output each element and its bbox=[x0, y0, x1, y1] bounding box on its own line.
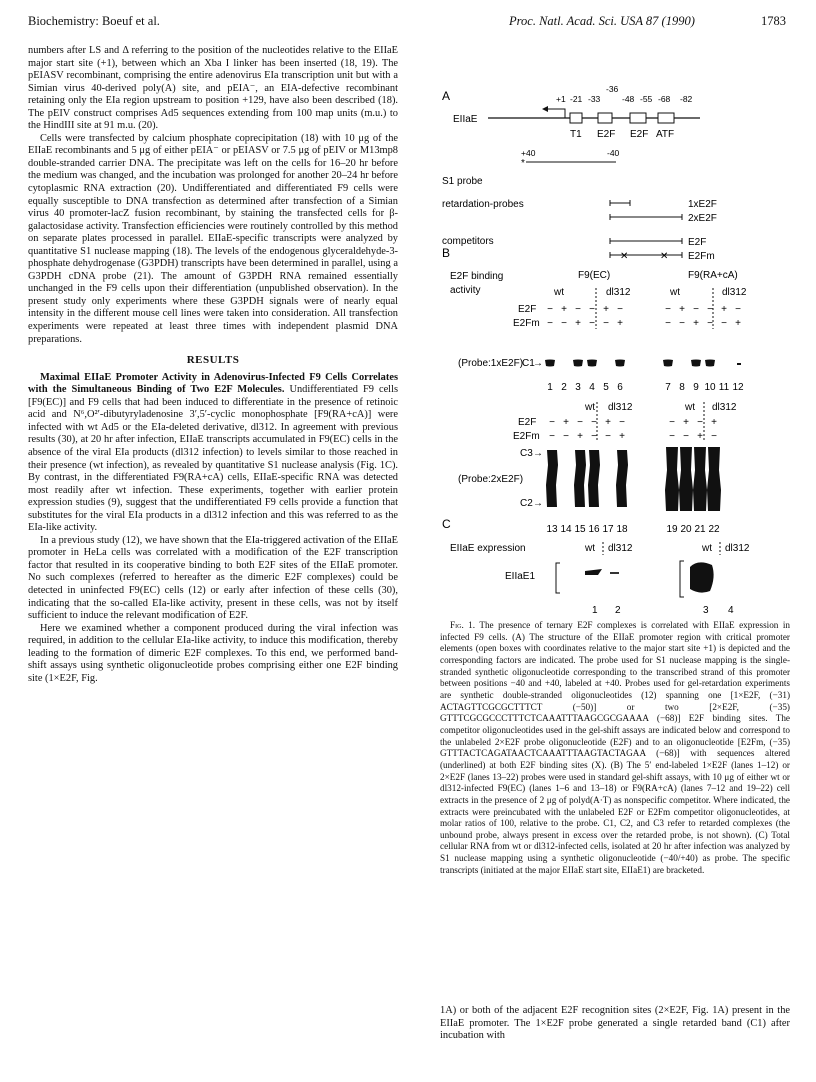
arrow-head-icon bbox=[542, 106, 548, 112]
bottom-lane-number: 16 bbox=[588, 524, 600, 535]
gel-band-c1 bbox=[587, 360, 597, 367]
panel-b-label: B bbox=[442, 246, 451, 260]
caption-text: The presence of ternary E2F complexes is correlated with EIIaE expression in infected F9 cells. (A) The structure of the EIIaE promoter region with critical promoter elements (open boxes with coordinates relative to the major start site +1) is depicted and the corresponding factors are indicated. The probe used for S1 nuclease mapping is the single-stranded synthetic oligonucleotide corresponding to the transcribed strand of this promoter between positions −40 and +40, labeled at +40. Probes used for gel-retardation experiments are synthetic double-stranded oligonucleotides (12) spanning one [1×E2F, (−31) ACTAGTTCGCGCTTTCT (−50)] or two [2×E2F, (−35) GTTTCGCGCCCTTTCTCAAATTTAAGCGCGAAAA (−68)] E2F binding sites. The competitor oligonucleotides used in the gel-shift assays are indicated below and correspond to the unlabeled 2×E2F probe oligonucleotide (E2F) and to an oligonucleotide [E2Fm, (−35) GTTTACTCAGATAACTCAAATTTAAGTACTAGAA (−68)] with sequences altered (underlined) at both E2F binding sites (X). (B) The 5′ end-labeled 1×E2F (lanes 1–12) or 2×E2F (lanes 13–22) probes were used in standard gel-shift assays, with 10 μg of either wt or dl312-infected F9(EC) (lanes 1–6 and 13–18) or F9(RA+cA) (lanes 7–12 and 19–22) cell extracts in the presence of 2 μg of polyd(A·T) as nonspecific competitor. Where indicated, the extracts were preincubated with the unlabeled E2F or E2Fm competitor oligonucleotides, at molar ratios of 100, relative to the probe. C1, C2, and C3 refer to retarded complexes (the unbound probe, always present in excess over the retarded probe, is not shown). (C) Total cellular RNA from wt or dl312-infected cells, isolated at 20 hr after infection was analyzed by S1 nuclease mapping using a synthetic oligonucleotide (−40/+40) as probe. The specific transcripts (initiated at the major EIIaE start site, EIIaE1) are bracketed. bbox=[440, 620, 790, 875]
top-e2fm-row-label: E2Fm bbox=[513, 318, 540, 329]
e2f-box-1 bbox=[598, 113, 612, 123]
top-e2f-sign: + bbox=[561, 304, 567, 315]
t1-box bbox=[570, 113, 582, 123]
c3-label: C3 bbox=[520, 448, 533, 459]
gel-band-c1 bbox=[615, 360, 625, 367]
bottom-lane-number: 17 bbox=[602, 524, 614, 535]
s1-right-coord: -40 bbox=[607, 148, 620, 158]
gel-band-c3-c2 bbox=[693, 447, 707, 511]
top-lane-number: 1 bbox=[547, 382, 553, 393]
figure-caption bbox=[440, 620, 790, 876]
bottom-e2fm-sign: − bbox=[563, 431, 569, 442]
coord-36: -36 bbox=[606, 84, 619, 94]
bottom-e2f-row-label: E2F bbox=[518, 417, 537, 428]
bottom-e2f-sign: − bbox=[669, 417, 675, 428]
c-wt-label-2: wt bbox=[702, 543, 712, 554]
caption-figure-label: Fig. 1. bbox=[450, 620, 476, 630]
results-paragraph-2: In a previous study (12), we have shown that the EIa-triggered activation of the EIIaE promoter in HeLa cells was correlated with a modification of the E2F transcription factor that resulted in its cooperative binding to both E2F sites of the EIIaE promoter. No such complexes (referred to hereafter as the dimeric E2F complexes) could be detected in uninfected F9(EC) cells (12) or early after infection of these cells (30), indicating that the so-called EIa-like activity, present in these cells, was not by itself sufficient to induce the relevant modification of E2F. bbox=[28, 534, 398, 622]
top-lane-number: 3 bbox=[575, 382, 581, 393]
left-column bbox=[28, 45, 398, 685]
top-dl312-label-2: dl312 bbox=[722, 287, 747, 298]
bottom-e2f-sign: + bbox=[605, 417, 611, 428]
bottom-e2fm-sign: − bbox=[711, 431, 717, 442]
figure-1 bbox=[420, 45, 790, 615]
e2f-box-2 bbox=[630, 113, 646, 123]
bottom-lane-number: 18 bbox=[616, 524, 628, 535]
top-e2fm-sign: − bbox=[603, 318, 609, 329]
top-lane-number: 2 bbox=[561, 382, 567, 393]
top-e2fm-sign: + bbox=[735, 318, 741, 329]
top-e2f-row-label: E2F bbox=[518, 304, 537, 315]
probe-1x-label: 1xE2F bbox=[688, 199, 717, 210]
c1-label: C1 bbox=[522, 358, 535, 369]
bottom-lane-numbers bbox=[546, 524, 720, 535]
top-sign-grid bbox=[547, 304, 741, 329]
top-dl312-label-1: dl312 bbox=[606, 287, 631, 298]
gel-band-c1 bbox=[691, 360, 701, 367]
condition-f9raca: F9(RA+cA) bbox=[688, 270, 738, 281]
top-lane-number: 6 bbox=[617, 382, 623, 393]
caption-paragraph bbox=[440, 620, 790, 876]
bottom-e2f-sign: − bbox=[591, 417, 597, 428]
bottom-e2f-sign: − bbox=[577, 417, 583, 428]
bottom-sign-grid bbox=[549, 417, 717, 442]
bottom-e2fm-sign: − bbox=[549, 431, 555, 442]
page-number: 1783 bbox=[761, 14, 786, 28]
bottom-e2f-sign: + bbox=[563, 417, 569, 428]
top-e2fm-sign: − bbox=[721, 318, 727, 329]
figure-1-graphic bbox=[420, 45, 790, 615]
right-column-paragraph: 1A) or both of the adjacent E2F recognition sites (2×E2F, Fig. 1A) present in the EIIaE promoter. The 1×E2F probe generated a single retarded band (C1) after incubation with bbox=[440, 1005, 790, 1042]
e2f-label-1: E2F bbox=[597, 129, 616, 140]
panel-c-label: C bbox=[442, 517, 451, 531]
top-wt-label-1: wt bbox=[554, 287, 564, 298]
top-e2fm-sign: − bbox=[547, 318, 553, 329]
methods-paragraph-2: Cells were transfected by calcium phosphate coprecipitation (18) with 10 μg of the EIIaE recombinants and 5 μg of either pEIA⁻ or pEIASV or 7.5 μg of pEIV or M13mp8 double-stranded carrier DNA. The precipitate was left on the cells for 16–20 hr before the medium was changed, and the incubation was prolonged for another 20–24 hr before cytoplasmic RNA extraction (20). Undifferentiated and differentiated F9 cells were equally susceptible to DNA transfection as determined after transfection of a Simian virus 40 promoter-lacZ fusion recombinant, by staining the transfected cells for β-galactosidase activity. Transfection efficiencies were routinely controlled by this method on separate plates processed in parallel. EIIaE-specific transcripts were analyzed by quantitative S1 nuclease mapping (18). The levels of the endogenous glyceraldehyde-3-phosphate dehydrogenase (G3PDH) transcripts have been determined in parallel, using a G3PDH cDNA probe (21). The amount of G3PDH RNA remained essentially unchanged in the F9 cells upon their differentiation (unpublished observation). In the present study only experiments where these G3PDH signals were of nearly equal intensity in the different mouse cell lines were taken into consideration. All transfection experiments were repeated at least three times with independent plasmid DNA preparations. bbox=[28, 132, 398, 345]
gel-band-c3-c2 bbox=[665, 447, 679, 511]
results-paragraph-1-text: Undifferentiated F9 cells [F9(EC)] and F9 cells that had been induced to differentiate in the presence of retinoic acid and N⁶,O²′-dibutyryladenosine 3′,5′-cyclic monophosphate [F9(RA+cA)] were infected with wt Ad5 or the EIa-deleted derivative, dl312. In agreement with previous results (30), at 20 hr after infection, EIIaE transcripts accumulated in F9(EC) cells in the absence of the viral EIa products (dl312 infection) to levels similar to those reached in their presence (wt infection), as revealed by quantitative S1 nuclease analysis (Fig. 1C). By contrast, in the differentiated F9(RA+cA) cells, EIIaE-specific RNA was detected most readily after wt infection. These experiments, together with earlier protein expression studies (9), suggest that the undifferentiated F9 cells provide a function that substitutes for the viral EIa products in a dl312 infection and this was referred to as the EIa-like activity. bbox=[28, 384, 398, 534]
binding-label-line1: E2F binding bbox=[450, 271, 504, 282]
atf-box bbox=[658, 113, 674, 123]
mutation-x-icon-2: ✕ bbox=[660, 251, 669, 262]
t1-label: T1 bbox=[570, 129, 582, 140]
bottom-lane-number: 13 bbox=[546, 524, 558, 535]
top-wt-label-2: wt bbox=[670, 287, 680, 298]
coord-plus1: +1 bbox=[556, 94, 566, 104]
bottom-gel-bands bbox=[546, 447, 721, 511]
probe-2x-condition: (Probe:2xE2F) bbox=[458, 474, 524, 485]
gel-band-c3-c2 bbox=[707, 447, 721, 511]
binding-label-line2: activity bbox=[450, 285, 481, 296]
competitors-label: competitors bbox=[442, 236, 494, 247]
top-e2f-sign: − bbox=[589, 304, 595, 315]
mutation-x-icon-1: ✕ bbox=[620, 251, 629, 262]
bottom-wt-label-1: wt bbox=[585, 402, 595, 413]
bottom-e2fm-sign: − bbox=[669, 431, 675, 442]
top-e2fm-sign: − bbox=[679, 318, 685, 329]
bottom-lane-number: 20 bbox=[680, 524, 692, 535]
bottom-lane-number: 22 bbox=[708, 524, 720, 535]
c-dl312-label-1: dl312 bbox=[608, 543, 633, 554]
methods-paragraph-1: numbers after LS and Δ referring to the position of the nucleotides relative to the EIIaE major start site (+1), between which an Xba I linker has been inserted (18, 19). The pEIASV recombinant, comprising the entire adenovirus EIa transcription unit but with a Simian virus 40-derived poly(A) site, and pEIA⁻, an EIA-defective recombinant retaining only the EIa region upstream to position +129, have also been described (18). The pEIV construct comprises Ad5 sequences extending from 100 map units (m.u.) to the HindIII site at 91 m.u. (20). bbox=[28, 45, 398, 132]
c-lane-4: 4 bbox=[728, 605, 734, 615]
c-dl312-label-2: dl312 bbox=[725, 543, 750, 554]
gel-band-c3-c2 bbox=[588, 450, 600, 507]
coord-48: -48 bbox=[622, 94, 635, 104]
coord-55: -55 bbox=[640, 94, 653, 104]
c2-label: C2 bbox=[520, 498, 533, 509]
atf-label: ATF bbox=[656, 129, 675, 140]
gel-band-c3-c2 bbox=[546, 450, 558, 507]
retardation-probes-label: retardation-probes bbox=[442, 199, 524, 210]
top-lane-numbers bbox=[547, 382, 744, 393]
bottom-e2fm-row-label: E2Fm bbox=[513, 431, 540, 442]
gel-band-c3-c2 bbox=[679, 447, 693, 511]
top-e2f-sign: − bbox=[693, 304, 699, 315]
results-heading: RESULTS bbox=[186, 354, 240, 367]
top-lane-number: 11 bbox=[718, 382, 730, 393]
gel-band-c1 bbox=[705, 360, 715, 367]
bottom-e2fm-sign: + bbox=[697, 431, 703, 442]
gel-band-c3-c2 bbox=[574, 450, 586, 507]
top-e2fm-sign: − bbox=[665, 318, 671, 329]
gel-band-c1 bbox=[663, 360, 673, 367]
bottom-lane-number: 19 bbox=[666, 524, 678, 535]
top-lane-number: 10 bbox=[704, 382, 716, 393]
competitor-e2f-label: E2F bbox=[688, 237, 707, 248]
coord-21: -21 bbox=[570, 94, 583, 104]
bottom-e2f-sign: − bbox=[549, 417, 555, 428]
c-band-lane-2 bbox=[610, 572, 619, 574]
top-e2f-sign: − bbox=[547, 304, 553, 315]
bracket-left-c2 bbox=[680, 561, 684, 597]
gel-band-c1 bbox=[573, 360, 583, 367]
bottom-e2f-sign: + bbox=[683, 417, 689, 428]
run-in-heading: Maximal EIIaE Promoter Activity in Adenovirus-Infected F9 Cells Correlates with the Simultaneous Binding of Two E2F Molecules. bbox=[28, 371, 398, 396]
coord-33: -33 bbox=[588, 94, 601, 104]
s1-probe-label: S1 probe bbox=[442, 176, 483, 187]
c3-arrow-icon: → bbox=[533, 448, 543, 459]
c1-arrow-icon: → bbox=[533, 358, 543, 369]
top-e2fm-sign: − bbox=[707, 318, 713, 329]
top-lane-number: 5 bbox=[603, 382, 609, 393]
top-e2f-sign: − bbox=[735, 304, 741, 315]
bottom-e2f-sign: − bbox=[697, 417, 703, 428]
panel-a-label: A bbox=[442, 89, 451, 103]
top-e2fm-sign: − bbox=[589, 318, 595, 329]
top-e2f-sign: − bbox=[665, 304, 671, 315]
c2-arrow-icon: → bbox=[533, 498, 543, 509]
top-e2f-sign: + bbox=[603, 304, 609, 315]
bottom-dl312-label-2: dl312 bbox=[712, 402, 737, 413]
running-head: Biochemistry: Boeuf et al. bbox=[28, 14, 160, 28]
coord-68: -68 bbox=[658, 94, 671, 104]
bottom-dl312-label-1: dl312 bbox=[608, 402, 633, 413]
bottom-lane-number: 21 bbox=[694, 524, 706, 535]
probe-1x-condition: (Probe:1xE2F) bbox=[458, 358, 524, 369]
eiiae1-label: EIIaE1 bbox=[505, 571, 536, 582]
top-lane-number: 9 bbox=[693, 382, 699, 393]
top-lane-number: 12 bbox=[732, 382, 744, 393]
top-e2f-sign: − bbox=[617, 304, 623, 315]
results-paragraph-1 bbox=[28, 372, 398, 535]
bottom-lane-number: 14 bbox=[560, 524, 572, 535]
c-wt-label-1: wt bbox=[585, 543, 595, 554]
competitor-e2fm-label: E2Fm bbox=[688, 251, 715, 262]
journal-citation: Proc. Natl. Acad. Sci. USA 87 (1990) bbox=[509, 14, 695, 28]
bottom-e2fm-sign: + bbox=[619, 431, 625, 442]
bottom-e2f-sign: + bbox=[711, 417, 717, 428]
c-band-lane-1 bbox=[585, 569, 602, 575]
gel-band-c3-c2 bbox=[616, 450, 628, 507]
expression-label: EIIaE expression bbox=[450, 543, 526, 554]
top-e2fm-sign: − bbox=[561, 318, 567, 329]
top-e2f-sign: − bbox=[707, 304, 713, 315]
coord-82: -82 bbox=[680, 94, 693, 104]
c-lane-3: 3 bbox=[703, 605, 709, 615]
gene-label: EIIaE bbox=[453, 114, 478, 125]
top-lane-number: 7 bbox=[665, 382, 671, 393]
c-lane-2: 2 bbox=[615, 605, 621, 615]
right-column-text bbox=[440, 1005, 790, 1043]
top-lane-number: 8 bbox=[679, 382, 685, 393]
gel-band-c1 bbox=[545, 360, 555, 367]
probe-2x-label: 2xE2F bbox=[688, 213, 717, 224]
bracket-left-c1 bbox=[556, 563, 560, 593]
bottom-wt-label-2: wt bbox=[685, 402, 695, 413]
s1-label-star-icon: * bbox=[521, 158, 525, 169]
top-e2f-sign: − bbox=[575, 304, 581, 315]
top-e2fm-sign: + bbox=[617, 318, 623, 329]
bottom-e2fm-sign: + bbox=[577, 431, 583, 442]
bottom-e2fm-sign: − bbox=[605, 431, 611, 442]
bottom-lane-number: 15 bbox=[574, 524, 586, 535]
top-e2fm-sign: + bbox=[575, 318, 581, 329]
top-gel-bands bbox=[545, 360, 741, 367]
bottom-e2fm-sign: − bbox=[683, 431, 689, 442]
condition-f9ec: F9(EC) bbox=[578, 270, 611, 281]
c-band-lane-3 bbox=[690, 562, 714, 592]
results-paragraph-3: Here we examined whether a component produced during the viral infection was required, in addition to the cellular EIa-like activity, to induce this modification, thereby leading to the formation of dimeric E2F complexes. To this end, we performed band-shift assays using synthetic oligonucleotide probes comprising either one E2F binding site (1×E2F, Fig. bbox=[28, 622, 398, 684]
c-lane-1: 1 bbox=[592, 605, 598, 615]
top-e2fm-sign: + bbox=[693, 318, 699, 329]
page-header bbox=[28, 14, 786, 34]
s1-left-coord: +40 bbox=[521, 148, 536, 158]
top-e2f-sign: + bbox=[679, 304, 685, 315]
bottom-e2f-sign: − bbox=[619, 417, 625, 428]
top-e2f-sign: + bbox=[721, 304, 727, 315]
gel-band-c1 bbox=[737, 363, 741, 365]
start-site-arrow bbox=[548, 109, 565, 118]
e2f-label-2: E2F bbox=[630, 129, 649, 140]
top-lane-number: 4 bbox=[589, 382, 595, 393]
bottom-e2fm-sign: − bbox=[591, 431, 597, 442]
